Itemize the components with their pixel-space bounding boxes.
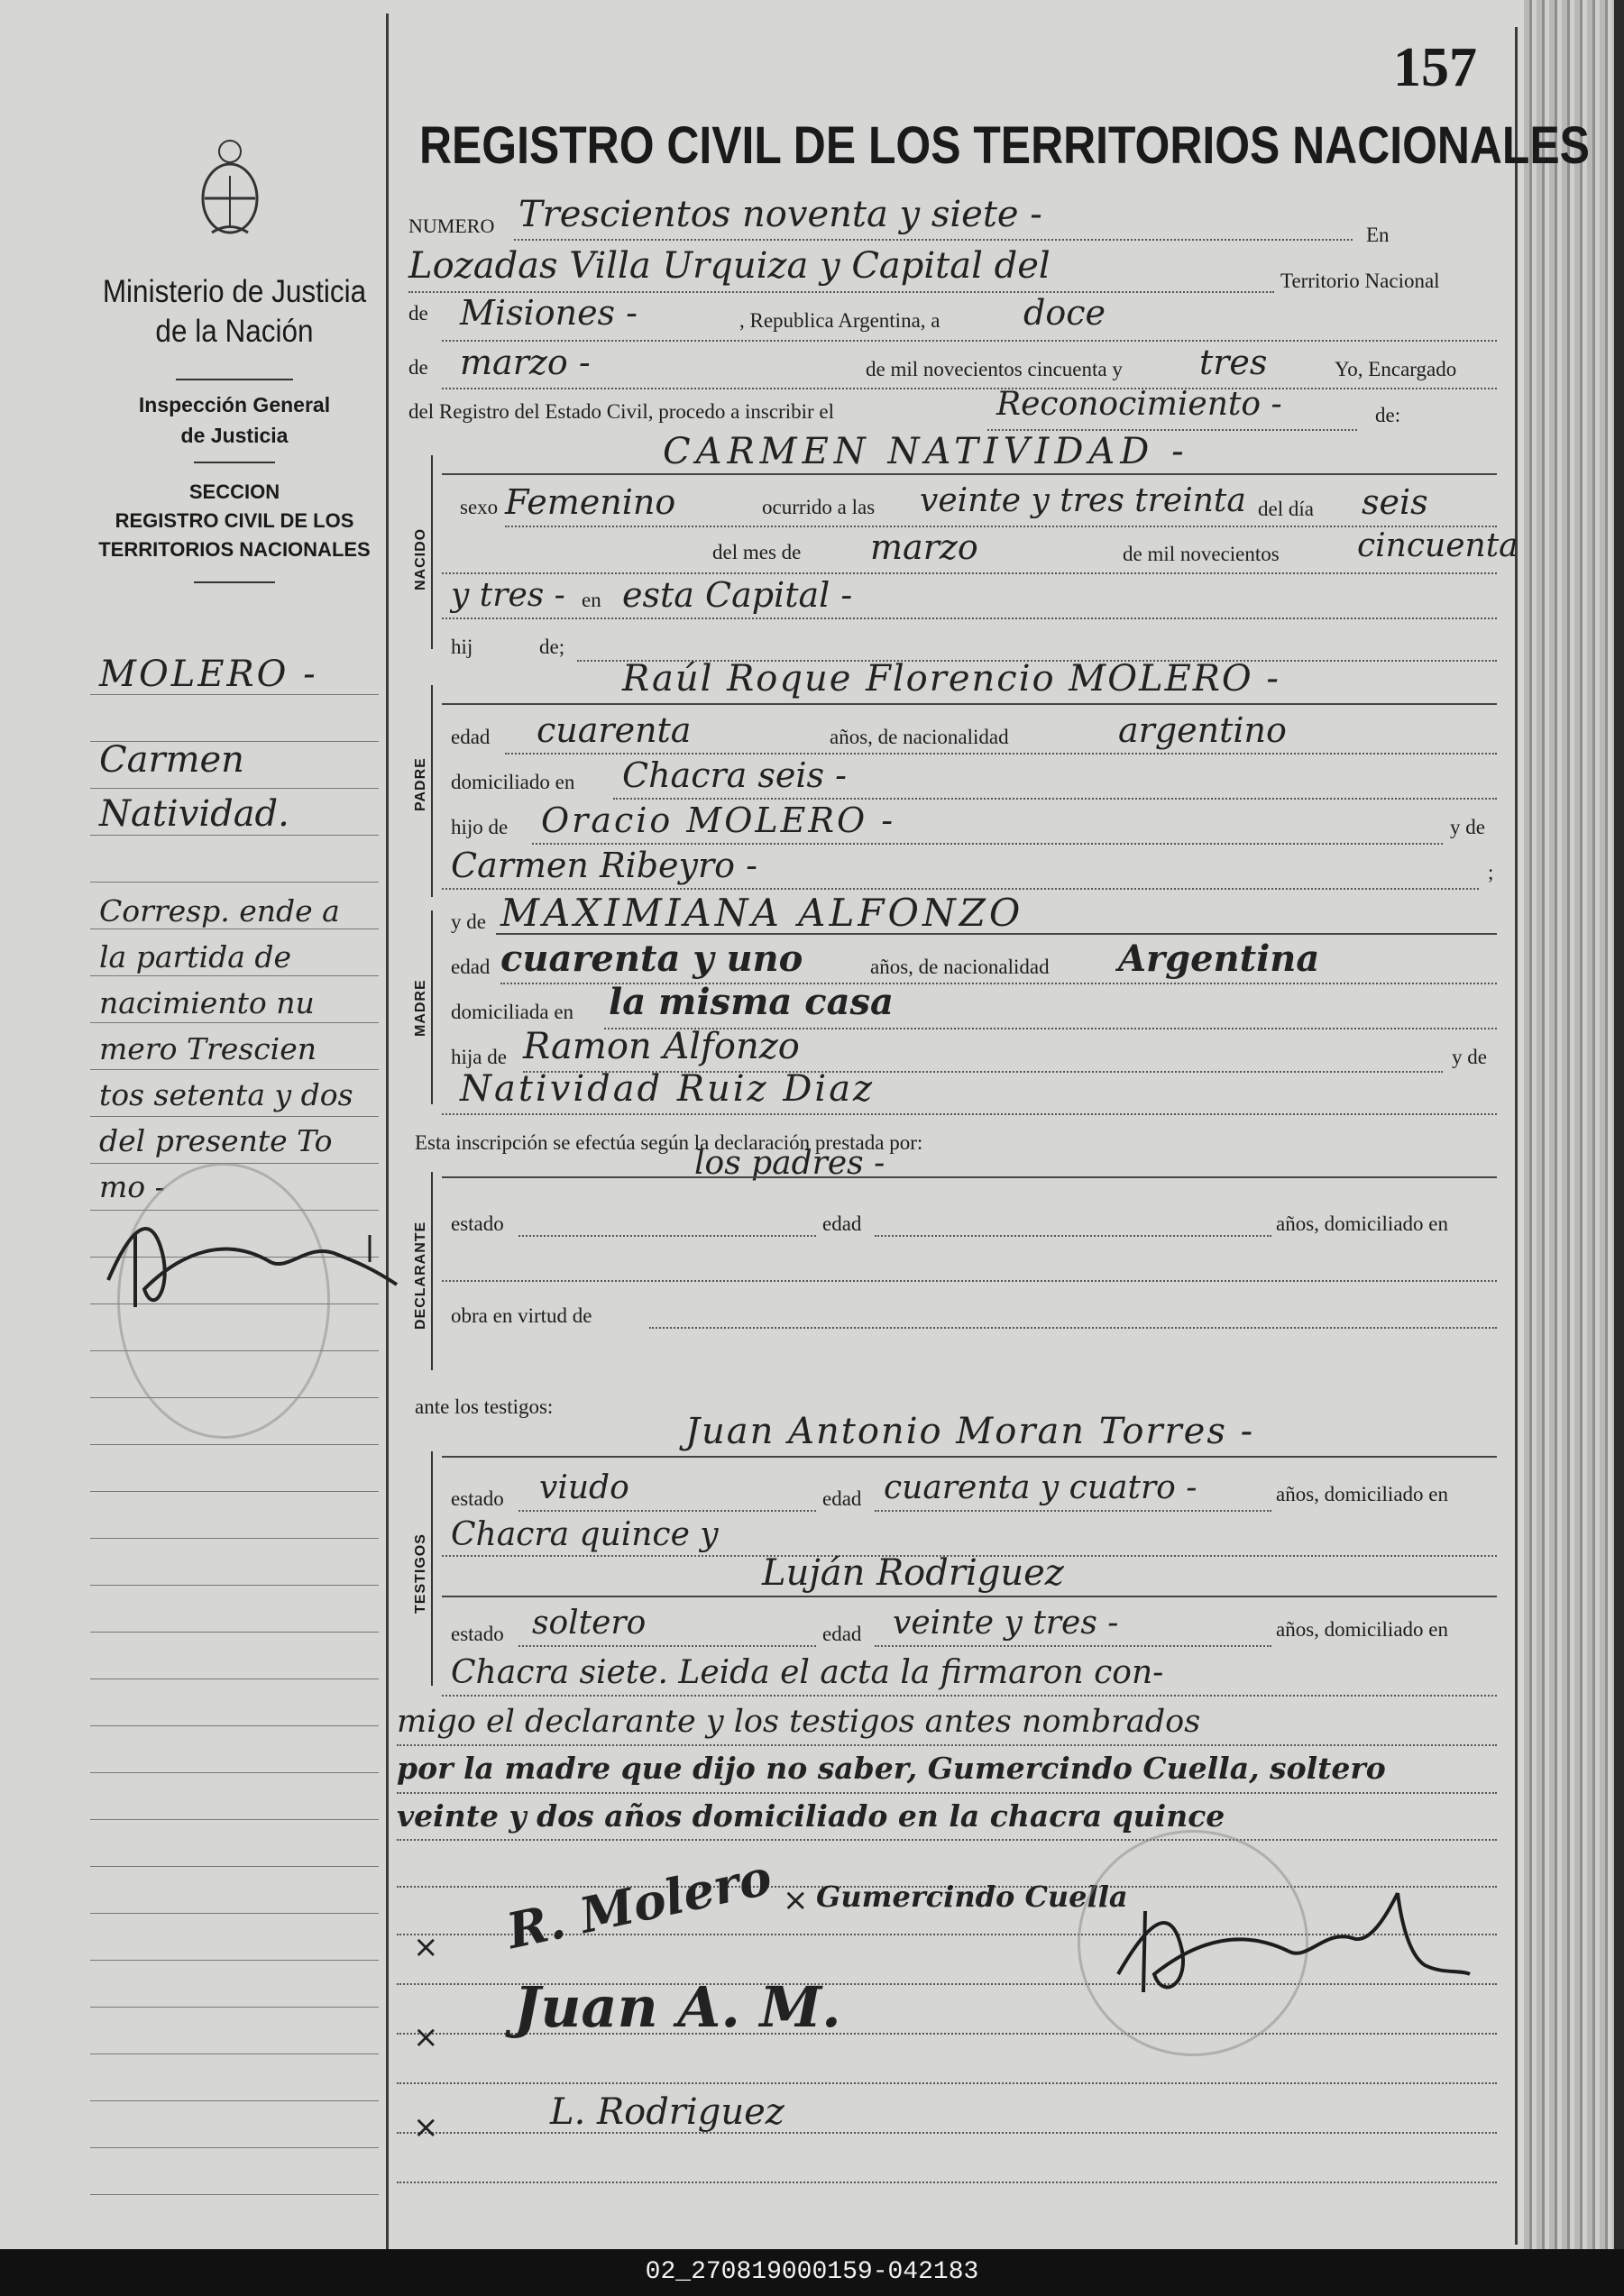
sidebar-ruled-line [90,1632,379,1633]
label-declarante: DECLARANTE [413,1221,428,1330]
label-en-2: en [582,589,601,611]
value-abuela: Carmen Ribeyro - [451,846,757,885]
note-line: mero Trescien [99,1031,317,1066]
value-padre-nac: argentino [1118,710,1287,750]
sidebar-ruled-line [90,2100,379,2101]
label-y-de-2: y de [451,910,486,933]
sidebar-ruled-line [90,1913,379,1914]
label-mil-novecientos: de mil novecientos cincuenta y [866,358,1123,380]
label-testigos: TESTIGOS [413,1533,428,1614]
value-mes: marzo [870,527,978,567]
rule [442,1176,1497,1178]
label-ocurrido: ocurrido a las [762,496,876,518]
dots [514,239,1353,241]
sidebar-ruled-line [90,1585,379,1586]
signature-mark-icon: × [783,1882,809,1918]
label-del-registro: del Registro del Estado Civil, procedo a inscribir el [408,400,835,423]
sidebar-ruled-line [90,1772,379,1773]
signature-1: R. Molero [501,1847,777,1961]
label-inscripcion: Esta inscripción se efectúa según la declaración prestada por: [415,1131,923,1154]
label-estado-2: estado [451,1487,504,1510]
label-hija-de: hija de [451,1046,507,1068]
label-hij: hij [451,636,473,658]
dots [613,798,1497,800]
label-madre: MADRE [413,979,428,1037]
value-abuelo-m: Ramon Alfonzo [523,1026,800,1067]
sidebar-signature-icon [99,1199,406,1325]
dots [442,888,1479,890]
note-line: tos setenta y dos [99,1077,353,1112]
dots [875,1510,1271,1512]
sidebar-ruled-line [90,1491,379,1492]
label-de-3: de: [1375,404,1401,426]
value-testigo-2-estado: soltero [532,1605,647,1642]
dots [442,388,1497,389]
label-republica: , Republica Argentina, a [739,309,940,332]
sidebar-ruled-line [90,1444,379,1445]
label-del-mes: del mes de [712,541,802,563]
sidebar-ruled-line [90,1819,379,1820]
page-number: 157 [1393,37,1477,98]
value-testigo-1: Juan Antonio Moran Torres - [685,1411,1255,1452]
label-anios-nac: años, de nacionalidad [830,726,1009,748]
value-localidad: Lozadas Villa Urquiza y Capital del [408,245,1051,287]
sidebar-ruled-line [90,2007,379,2008]
note-surname: MOLERO - [99,654,318,695]
label-y-de: y de [1450,816,1485,838]
value-hora: veinte y tres treinta [920,482,1246,519]
value-testigo-2: Luján Rodriguez [762,1552,1064,1594]
label-nacido: NACIDO [413,527,428,590]
value-nombre: CARMEN NATIVIDAD - [663,431,1189,472]
section-bar [431,1451,433,1686]
dots [442,1113,1497,1115]
value-anio-nac-2: y tres - [451,577,565,614]
dots [397,2082,1497,2084]
value-madre-edad: cuarenta y uno [500,938,803,980]
section-line-3: TERRITORIOS NACIONALES [98,538,371,561]
rule [442,1456,1497,1458]
dots [442,340,1497,342]
value-dia-inscripcion: doce [1023,293,1106,333]
note-name-1: Carmen [99,739,244,781]
sidebar-ruled-line [90,882,379,883]
dots [442,572,1497,574]
page-title: REGISTRO CIVIL DE LOS TERRITORIOS NACIONALES [419,116,1590,175]
label-de: de [408,302,428,325]
dots [442,1695,1497,1697]
value-territorio: Misiones - [460,293,638,333]
signature-4: L. Rodriguez [550,2091,784,2133]
dots [649,1327,1497,1329]
label-edad-4: edad [822,1487,862,1510]
sidebar-ruled-line [90,1725,379,1726]
value-mes-inscripcion: marzo - [460,343,591,382]
label-anios-dom: años, domiciliado en [1276,1212,1448,1235]
label-estado: estado [451,1212,504,1235]
value-padre: Raúl Roque Florencio MOLERO - [622,658,1280,700]
sidebar-ruled-line [90,788,379,789]
signature-mark-icon: × [413,1929,439,1965]
value-padre-dom: Chacra seis - [622,755,847,795]
dots [875,1235,1271,1237]
rule [442,703,1497,705]
ministry-line-2: de la Nación [155,314,314,349]
rule [442,1596,1497,1597]
ministry-line-1: Ministerio de Justicia [102,274,367,309]
inspection-line-2: de Justicia [180,424,289,447]
sidebar-ruled-line [90,835,379,836]
label-ante-testigos: ante los testigos: [415,1395,554,1418]
label-y-de-3: y de [1452,1046,1487,1068]
section-line-2: REGISTRO CIVIL DE LOS [115,509,354,532]
section-bar [431,685,433,897]
value-testigo-1-estado: viudo [539,1469,629,1506]
label-edad-2: edad [451,956,491,978]
label-del-dia: del día [1258,498,1314,520]
label-edad-3: edad [822,1212,862,1235]
value-testigo-1-edad: cuarenta y cuatro - [884,1469,1197,1506]
note-line: nacimiento nu [99,985,315,1020]
dots [532,843,1443,845]
label-yo-encargado: Yo, Encargado [1335,358,1457,380]
section-bar [431,455,433,649]
dots [442,1280,1497,1282]
label-anios-nac-2: años, de nacionalidad [870,956,1050,978]
sidebar-ruled-line [90,1960,379,1961]
label-de-2: de [408,356,428,379]
label-domiciliada: domiciliada en [451,1001,574,1023]
label-estado-3: estado [451,1623,504,1645]
margin-rule-right [1515,27,1518,2245]
label-territorio: Territorio Nacional [1280,270,1440,292]
dots [397,1744,1497,1746]
value-lugar: esta Capital - [622,575,853,615]
section-line-1: SECCION [188,480,280,503]
label-semicolon: ; [1488,861,1494,883]
value-testigo-1-dom: Chacra quince y [451,1516,719,1553]
dots [442,617,1497,619]
value-testigo-2-edad: veinte y tres - [893,1605,1119,1642]
obs-line-3: veinte y dos años domiciliado en la chacra quince [397,1798,1225,1834]
label-padre: PADRE [413,757,428,811]
label-obra: obra en virtud de [451,1304,592,1327]
divider [176,379,293,380]
label-en: En [1366,224,1390,246]
sidebar-ruled-line [90,2147,379,2148]
value-abuela-m: Natividad Ruiz Diaz [460,1068,876,1110]
label-anios-dom-3: años, domiciliado en [1276,1618,1448,1641]
note-text [99,888,353,1210]
value-madre-dom: la misma casa [609,981,894,1023]
value-numero: Trescientos noventa y siete - [518,194,1042,235]
signature-mark-icon: × [413,2109,439,2145]
dots [518,1235,816,1237]
sidebar-ruled-line [90,1866,379,1867]
note-line: mo - [99,1169,165,1204]
value-dia: seis [1362,482,1428,522]
label-de-4: de; [539,636,565,658]
label-domiciliado: domiciliado en [451,771,575,793]
note-name-2: Natividad. [99,793,289,835]
obs-line-2: por la madre que dijo no saber, Gumercindo Cuella, soltero [397,1751,1386,1786]
divider [194,462,275,463]
label-anios-dom-2: años, domiciliado en [1276,1483,1448,1505]
value-madre-nac: Argentina [1118,938,1320,980]
value-anio: tres [1199,343,1268,382]
value-anio-nac: cincuenta [1357,527,1518,564]
dots [505,753,1497,755]
divider [194,581,275,583]
note-line: Corresp. ende a [99,893,340,928]
section-bar [431,1172,433,1370]
label-numero: NUMERO [408,215,495,237]
note-line: del presente To [99,1123,333,1158]
dots [397,1839,1497,1841]
margin-rule-left [386,14,389,2249]
dots [397,1792,1497,1794]
label-edad-5: edad [822,1623,862,1645]
obs-line-1: migo el declarante y los testigos antes nombrados [397,1704,1201,1740]
dots [397,2182,1497,2183]
label-edad: edad [451,726,491,748]
inspection-name [86,389,383,451]
value-sexo: Femenino [505,482,676,522]
sidebar-ruled-line [90,1538,379,1539]
ministry-name [101,272,369,352]
dots [518,1645,816,1647]
value-abuelo: Oracio MOLERO - [541,800,896,840]
page-stack-edge [1524,0,1614,2249]
value-declarante: los padres - [694,1145,885,1182]
label-hijo-de: hijo de [451,816,509,838]
label-mil-nov-2: de mil novecientos [1123,543,1280,565]
dots [875,1645,1271,1647]
value-tipo: Reconocimiento - [996,386,1282,423]
rule [442,473,1497,475]
value-padre-edad: cuarenta [537,710,692,750]
section-name [86,478,383,564]
note-line: la partida de [99,939,292,974]
value-testigo-2-dom: Chacra siete. Leida el acta la firmaron con- [451,1654,1164,1691]
dots [505,526,1497,527]
official-signature-icon [1100,1875,1479,2010]
signature-mark-icon: × [413,2019,439,2055]
signature-2: Gumercindo Cuella [816,1880,1128,1914]
rule [496,933,1497,935]
sidebar-ruled-line [90,2194,379,2195]
footer-id: 02_270819000159-042183 [0,2249,1624,2296]
section-bar [431,910,433,1104]
signature-3: Juan A. M. [514,1974,841,2040]
inspection-line-1: Inspección General [138,393,331,416]
dots [518,1510,816,1512]
label-sexo: sexo [460,496,499,518]
coat-of-arms-icon [194,135,266,239]
value-madre: MAXIMIANA ALFONZO [500,891,1024,935]
